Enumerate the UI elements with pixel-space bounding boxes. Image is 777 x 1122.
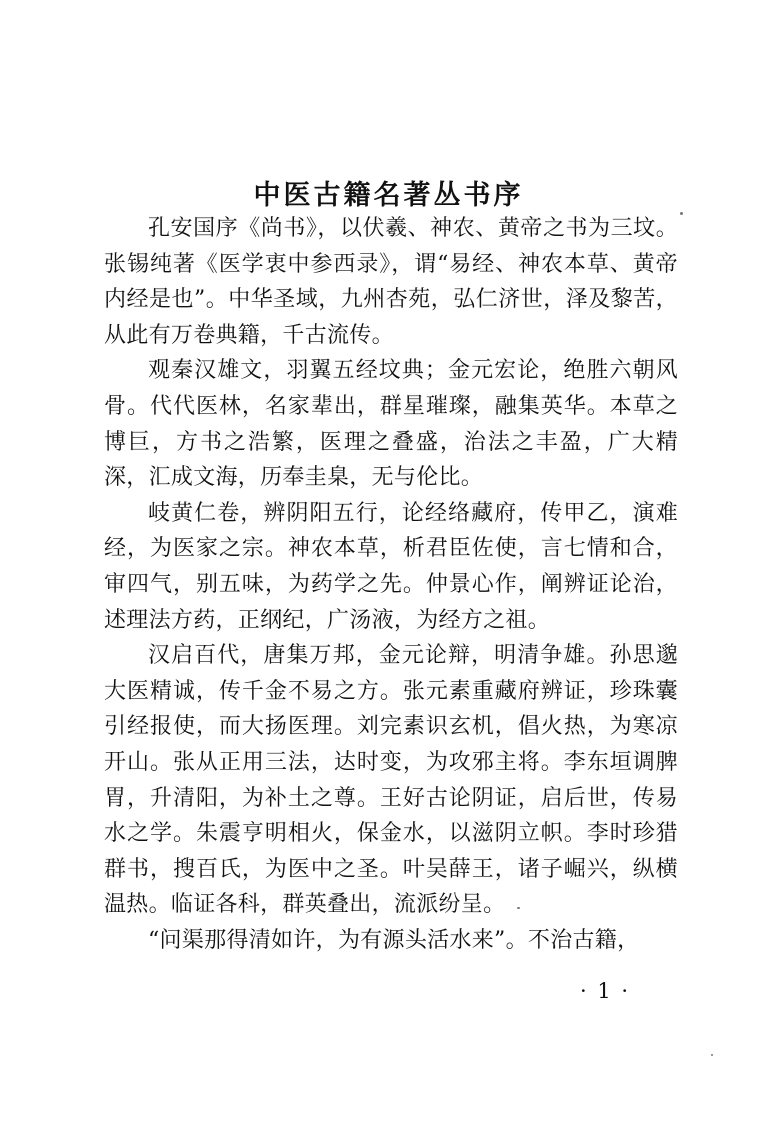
scan-speck	[711, 1054, 713, 1056]
paragraph-1: 孔安国序《尚书》，以伏羲、神农、黄帝之书为三坟。张锡纯著《医学衷中参西录》，谓“易经、神农本草、黄帝内经是也”。中华圣域，九州杏苑，弘仁济世，泽及黎苦，从此有万卷典籍，千古流传。	[104, 216, 678, 348]
paragraph-2: 观秦汉雄文，羽翼五经坟典；金元宏论，绝胜六朝风骨。代代医林，名家辈出，群星璀璨，融集英华。本草之博巨，方书之浩繁，医理之叠盛，治法之丰盈，广大精深，汇成文海，历奉圭臬，无与伦比。	[104, 358, 678, 491]
page-title: 中医古籍名著丛书序	[253, 180, 524, 212]
paragraph-3: 岐黄仁卷，辨阴阳五行，论经络藏府，传甲乙，演难经，为医家之宗。神农本草，析君臣佐使，言七情和合，审四气，别五味，为药学之先。仲景心作，阐辨证论治，述理法方药，正纲纪，广汤液，为经方之祖。	[104, 500, 678, 633]
scan-speck	[680, 212, 683, 215]
page-number: · 1 ·	[579, 979, 631, 1003]
paragraph-4: 汉启百代，唐集万邦，金元论辩，明清争雄。孙思邈大医精诚，传千金不易之方。张元素重藏府辨证，珍珠囊引经报使，而大扬医理。刘完素识玄机，倡火热，为寒凉开山。张从正用三法，达时变，为攻邪主将。李东垣调脾胃，升清阳，为补土之尊。王好古论阴证，启后世，传易水之学。朱震亨明相火，保金水，以滋阴立帜。李时珍猎群书，搜百氏，为医中之圣。叶吴薛王，诸子崛兴，纵横温热。临证各科，群英叠出，流派纷呈。	[104, 643, 678, 918]
preface-body	[104, 211, 678, 958]
scan-speck	[517, 907, 520, 909]
paragraph-5: “问渠那得清如许，为有源头活水来”。不治古籍，	[148, 927, 640, 953]
